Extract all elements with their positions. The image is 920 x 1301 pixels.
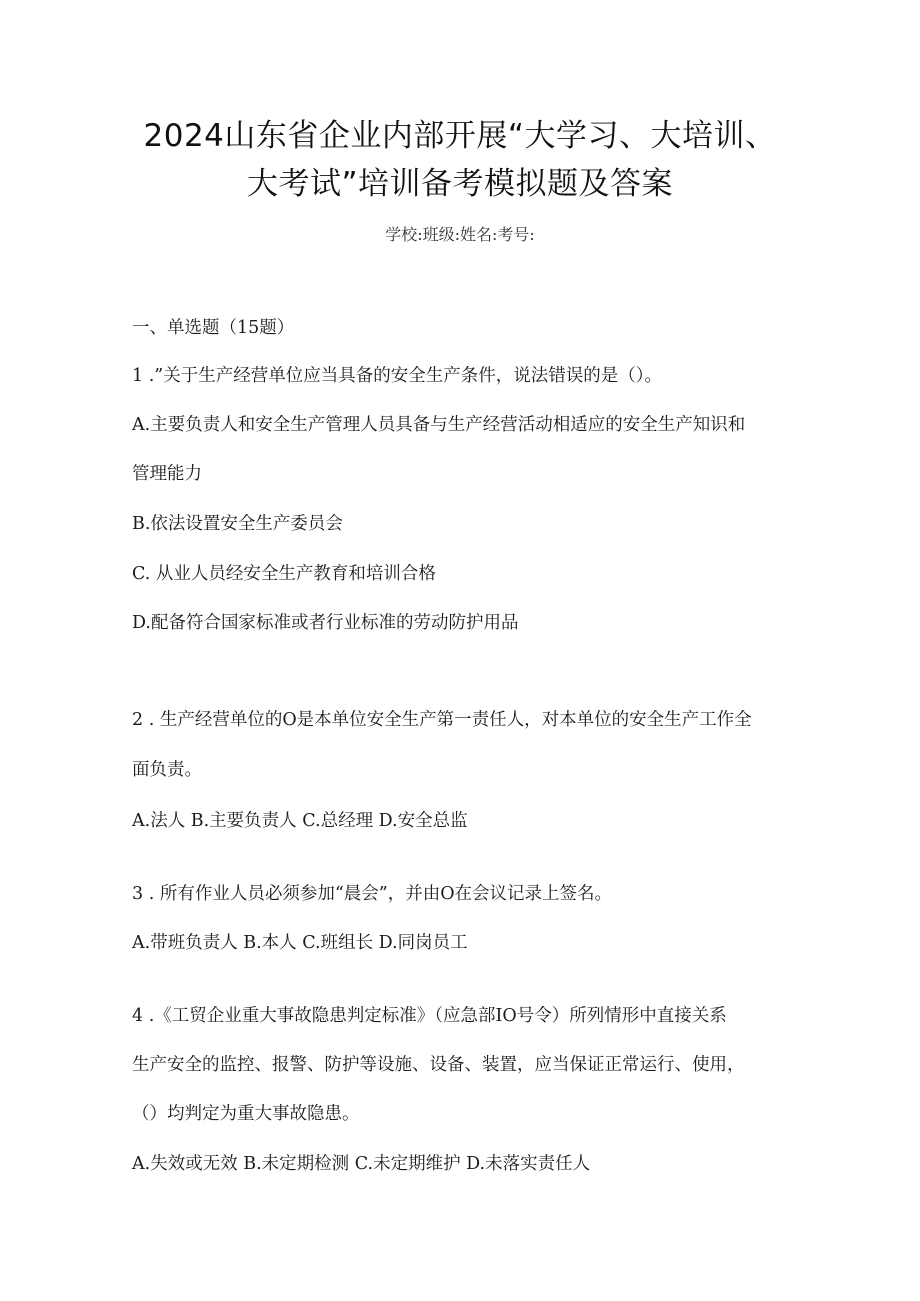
question-4-stem-line-2: 生产安全的监控、报警、防护等设施、设备、装置，应当保证正常运行、使用， xyxy=(132,1055,745,1075)
question-1-option-a-cont: 管理能力 xyxy=(132,464,202,484)
question-3-options: A.带班负责人 B.本人 C.班组长 D.同岗员工 xyxy=(132,933,468,953)
question-1-option-c: C. 从业人员经安全生产教育和培训合格 xyxy=(132,564,436,584)
question-2-stem-line-2: 面负责。 xyxy=(132,760,202,780)
question-4-options: A.失效或无效 B.未定期检测 C.未定期维护 D.未落实责任人 xyxy=(132,1154,591,1174)
student-info-line: 学校:班级:姓名:考号: xyxy=(385,225,535,244)
question-1-option-a: A.主要负责人和安全生产管理人员具备与生产经营活动相适应的安全生产知识和 xyxy=(132,415,746,435)
question-4-stem-line-1: 4 .《工贸企业重大事故隐患判定标准》（应急部IO号令）所列情形中直接关系 xyxy=(132,1006,727,1026)
document-title-line-1: 2024山东省企业内部开展“大学习、大培训、 xyxy=(143,118,777,154)
question-1-option-d: D.配备符合国家标准或者行业标准的劳动防护用品 xyxy=(132,613,519,633)
question-1-stem: 1 .”关于生产经营单位应当具备的安全生产条件，说法错误的是（）。 xyxy=(132,366,662,386)
question-2-stem-line-1: 2 . 生产经营单位的O是本单位安全生产第一责任人，对本单位的安全生产工作全 xyxy=(132,710,752,730)
question-2-options: A.法人 B.主要负责人 C.总经理 D.安全总监 xyxy=(132,811,468,831)
question-4-stem-line-3: （）均判定为重大事故隐患。 xyxy=(132,1104,360,1124)
question-3-stem: 3 . 所有作业人员必须参加“晨会”，并由O在会议记录上签名。 xyxy=(132,884,613,904)
question-1-option-b: B.依法设置安全生产委员会 xyxy=(132,514,343,534)
section-heading: 一、单选题（15题） xyxy=(132,318,295,338)
document-title-line-2: 大考试”培训备考模拟题及答案 xyxy=(246,166,674,202)
